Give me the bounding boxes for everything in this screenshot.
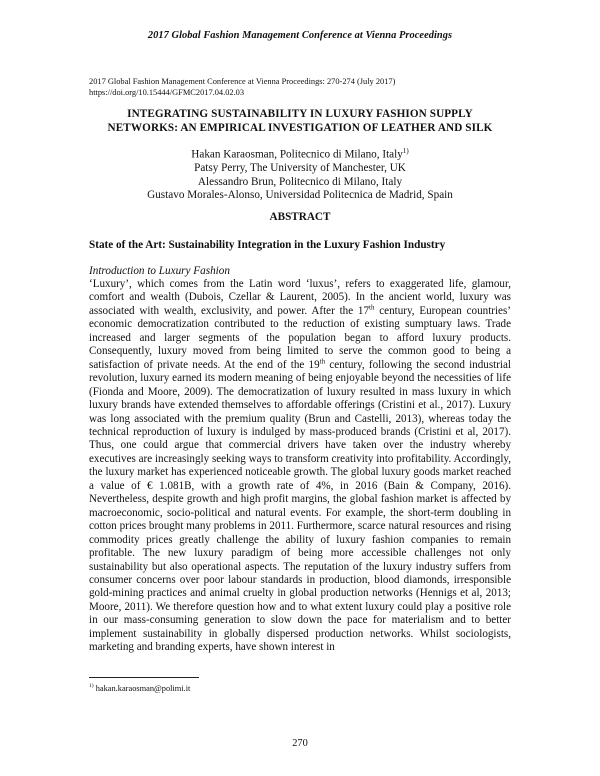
superscript: th bbox=[369, 303, 375, 312]
body-text: century, following the second industrial revolution, luxury earned its modern meaning of being enjoyable beyond the necessities of life (Fionda and Moore, 2009). The democratization of luxury resulted in mass luxury in which luxury brands have extended themselves to affordable offerings (Cristini et al., 2017). Luxury was long associated with the premium quality (Brun and Castelli, 2013), whereas today the technical reproduction of luxury is indulged by mass-produced brands (Cristini et al, 2017). Thus, one could argue that commercial drivers have taken over the industry whereby executives are increasingly seeking ways to transform creativity into profitability. Accordingly, the luxury market has experienced noticeable growth. The global luxury goods market reached a value of € 1.081B, with a growth rate of 4%, in 2016 (Bain & Company, 2016). Nevertheless, despite growth and high profit margins, the global fashion market is affected by macroeconomic, socio-political and natural events. For example, the short-term doubling in cotton prices brought many problems in 2011. Furthermore, scarce natural resources and rising commodity prices greatly challenge the ability of luxury fashion companies to remain profitable. The new luxury paradigm of being more accessible challenges not only sustainability but also operational aspects. The reputation of the luxury industry suffers from consumer concerns over poor labour standards in production, blood diamonds, irresponsible gold-mining practices and animal cruelty in global production networks (Hennigs et al, 2013; Moore, 2011). We therefore question how and to what extent luxury could play a positive role in our mass-consuming generation to slow down the pace for materialism and to better implement sustainability in globally dispersed production networks. Whilst sociologists, marketing and branding experts, have shown interest in bbox=[89, 358, 512, 654]
superscript: th bbox=[319, 357, 326, 366]
title-line: NETWORKS: AN EMPIRICAL INVESTIGATION OF LEATHER AND SILK bbox=[107, 122, 493, 134]
body-text: ‘Luxury’, which comes from the Latin word ‘luxus’, refers to exaggerated life, glamour, comfort and wealth (Dubois, Czellar & Laurent, 2005). In the ancient world, luxury was associated with wealth, exclusivity, and power. After the 17 bbox=[89, 278, 511, 317]
author-list bbox=[89, 145, 511, 203]
running-head: 2017 Global Fashion Management Conference at Vienna Proceedings bbox=[147, 30, 453, 41]
citation-line: 2017 Global Fashion Management Conference at Vienna Proceedings: 270-274 (July 2017) bbox=[89, 77, 396, 86]
paper-title bbox=[89, 107, 511, 135]
author-name: Hakan Karaosman, Politecnico di Milano, Italy bbox=[191, 148, 403, 161]
body-paragraph bbox=[89, 278, 511, 655]
footnote-mark: 1) bbox=[402, 147, 409, 155]
footnote-mark: 1) bbox=[89, 683, 94, 689]
title-line: INTEGRATING SUSTAINABILITY IN LUXURY FASHION SUPPLY bbox=[127, 108, 473, 120]
author-line: Gustavo Morales-Alonso, Universidad Politecnica de Madrid, Spain bbox=[147, 189, 453, 202]
author-line: Alessandro Brun, Politecnico di Milano, Italy bbox=[197, 175, 403, 188]
author-line bbox=[89, 145, 511, 162]
doi-link[interactable]: https://doi.org/10.15444/GFMC2017.04.02.03 bbox=[89, 88, 245, 97]
footnote-divider bbox=[89, 677, 199, 678]
sub-heading: Introduction to Luxury Fashion bbox=[89, 265, 230, 277]
author-line: Patsy Perry, The University of Manchester, UK bbox=[194, 162, 406, 175]
section-heading: State of the Art: Sustainability Integration in the Luxury Fashion Industry bbox=[89, 239, 446, 251]
footnote-email: hakan.karaosman@polimi.it bbox=[93, 683, 191, 693]
abstract-heading: ABSTRACT bbox=[269, 211, 331, 223]
citation bbox=[89, 76, 529, 98]
footnote bbox=[89, 683, 190, 693]
page-number: 270 bbox=[292, 738, 308, 749]
body-text: century, European countries’ economic democratization contributed to the reduction of existing sumptuary laws. Trade increased and larger segments of the population began to afford luxury products. Consequently, luxury moved from being limited to serve the common good to being a satisfaction of private needs. At the end of the 19 bbox=[89, 304, 511, 371]
